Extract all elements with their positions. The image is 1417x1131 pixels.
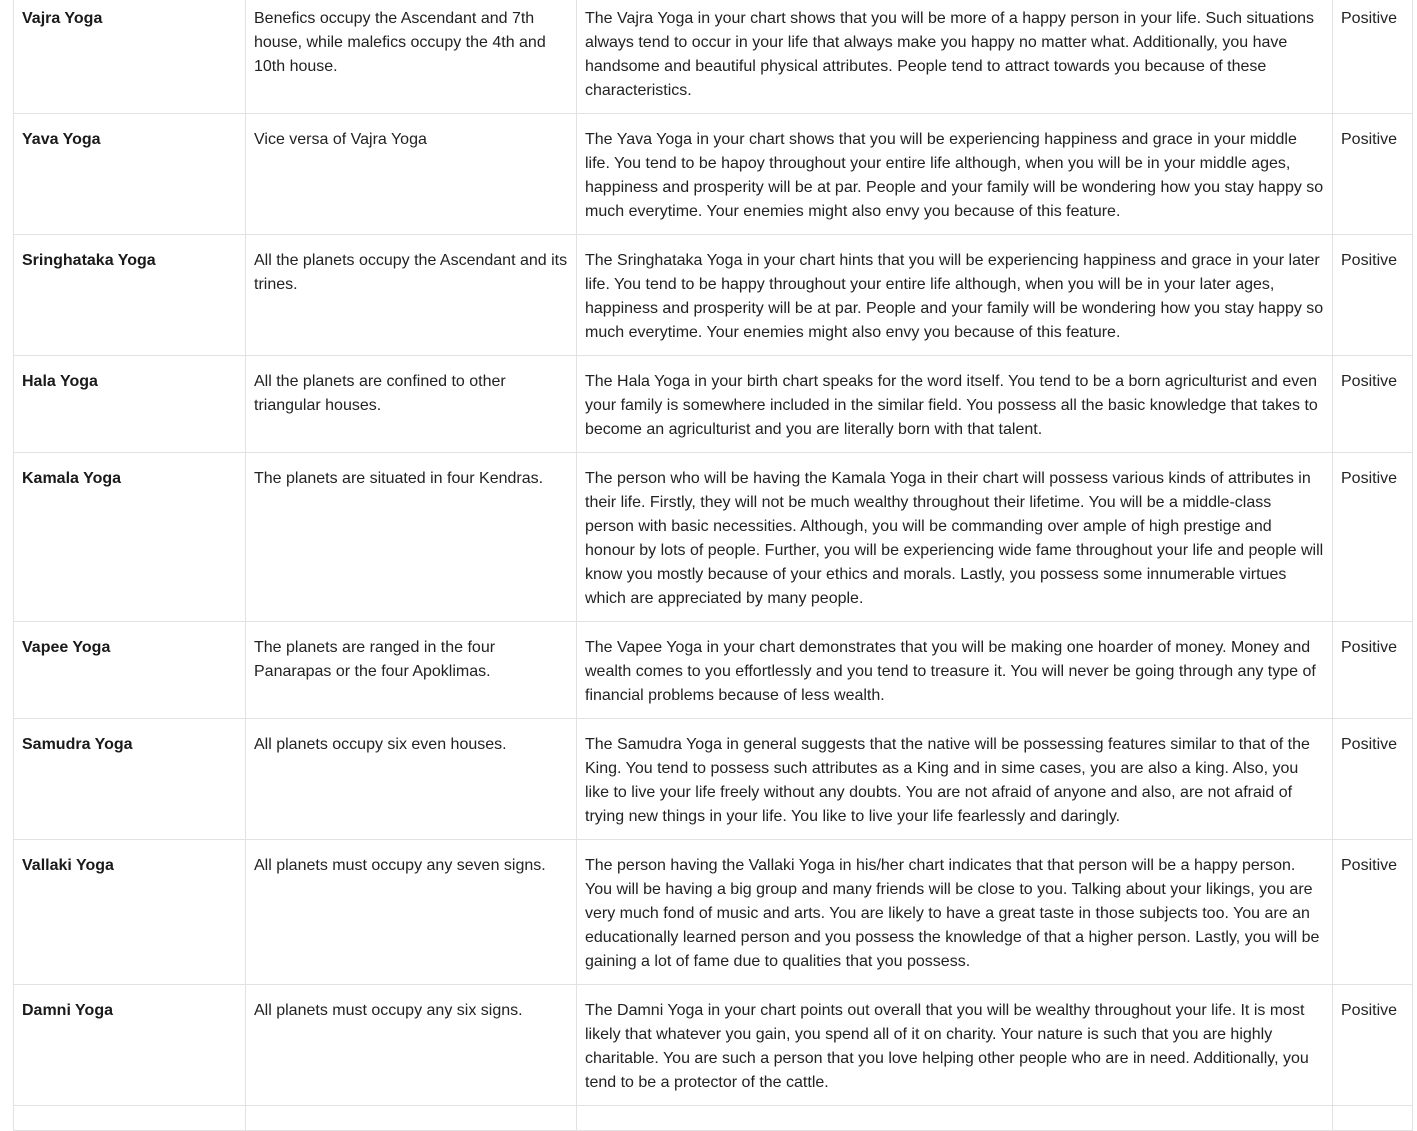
yoga-description-cell: The Samudra Yoga in general suggests that the native will be possessing features similar to that of the King. You tend to possess such attributes as a King and in sime cases, you are also a king. Also, you like to live your life freely without any doubts. You are not afraid of anyone and also, are not afraid of trying new things in your life. You like to live your life fearlessly and daringly.	[577, 719, 1333, 840]
yoga-description-cell: The Damni Yoga in your chart points out overall that you will be wealthy throughout your life. It is most likely that whatever you gain, you spend all of it on charity. Your nature is such that you are highly charitable. You are such a person that you love helping other people who are in need. Additionally, you tend to be a protector of the cattle.	[577, 985, 1333, 1106]
yoga-name-cell	[14, 1106, 246, 1131]
yoga-table-container	[13, 0, 1412, 1131]
yoga-condition-cell: All the planets occupy the Ascendant and its trines.	[246, 235, 577, 356]
yoga-name-cell: Vajra Yoga	[14, 0, 246, 114]
yoga-condition-cell: All planets occupy six even houses.	[246, 719, 577, 840]
yoga-description-cell: The Hala Yoga in your birth chart speaks for the word itself. You tend to be a born agriculturist and even your family is somewhere included in the similar field. You possess all the basic knowledge that takes to become an agriculturist and you are literally born with that talent.	[577, 356, 1333, 453]
yoga-description-cell: The person who will be having the Kamala Yoga in their chart will possess various kinds of attributes in their life. Firstly, they will not be much wealthy throughout their lifetime. You will be a middle-class person with basic necessities. Although, you will be commanding over ample of high prestige and honour by lots of people. Further, you will be experiencing wide fame throughout your life and people will know you mostly because of your ethics and morals. Lastly, you possess some innumerable virtues which are appreciated by many people.	[577, 453, 1333, 622]
yoga-description-cell: The Yava Yoga in your chart shows that you will be experiencing happiness and grace in your middle life. You tend to be hapoy throughout your entire life although, when you will be in your middle ages, happiness and prosperity will be at par. People and your family will be wondering how you stay happy so much everytime. Your enemies might also envy you because of this feature.	[577, 114, 1333, 235]
yoga-description-cell	[577, 1106, 1333, 1131]
yoga-name-cell: Kamala Yoga	[14, 453, 246, 622]
table-row	[14, 0, 1413, 114]
yoga-result-cell: Positive	[1333, 235, 1413, 356]
yoga-name-cell: Vallaki Yoga	[14, 840, 246, 985]
yoga-description-cell: The Vapee Yoga in your chart demonstrates that you will be making one hoarder of money. Money and wealth comes to you effortlessly and you tend to treasure it. You will never be going through any type of financial problems because of less wealth.	[577, 622, 1333, 719]
yoga-result-cell: Positive	[1333, 453, 1413, 622]
yoga-description-cell: The Vajra Yoga in your chart shows that you will be more of a happy person in your life. Such situations always tend to occur in your life that always make you happy no matter what. Additionally, you have handsome and beautiful physical attributes. People tend to attract towards you because of these characteristics.	[577, 0, 1333, 114]
yoga-condition-cell: The planets are ranged in the four Panarapas or the four Apoklimas.	[246, 622, 577, 719]
yoga-result-cell: Positive	[1333, 114, 1413, 235]
yoga-condition-cell: The planets are situated in four Kendras.	[246, 453, 577, 622]
yoga-name-cell: Vapee Yoga	[14, 622, 246, 719]
yoga-result-cell: Positive	[1333, 0, 1413, 114]
table-row	[14, 235, 1413, 356]
yoga-condition-cell: All planets must occupy any six signs.	[246, 985, 577, 1106]
yoga-name-cell: Sringhataka Yoga	[14, 235, 246, 356]
yoga-result-cell: Positive	[1333, 985, 1413, 1106]
yoga-description-cell: The person having the Vallaki Yoga in his/her chart indicates that that person will be a happy person. You will be having a big group and many friends will be close to you. Talking about your likings, you are very much fond of music and arts. You are likely to have a great taste in those subjects too. You are an educationally learned person and you possess the knowledge of that a higher person. Lastly, you will be gaining a lot of fame due to qualities that you possess.	[577, 840, 1333, 985]
yoga-description-cell: The Sringhataka Yoga in your chart hints that you will be experiencing happiness and grace in your later life. You tend to be happy throughout your entire life although, when you will be in your later ages, happiness and prosperity will be at par. People and your family will be wondering how you stay happy so much everytime. Your enemies might also envy you because of this feature.	[577, 235, 1333, 356]
yoga-result-cell: Positive	[1333, 719, 1413, 840]
table-row	[14, 840, 1413, 985]
yoga-condition-cell: Benefics occupy the Ascendant and 7th house, while malefics occupy the 4th and 10th house.	[246, 0, 577, 114]
yoga-condition-cell: All planets must occupy any seven signs.	[246, 840, 577, 985]
yoga-table	[13, 0, 1413, 1131]
yoga-condition-cell	[246, 1106, 577, 1131]
yoga-result-cell	[1333, 1106, 1413, 1131]
yoga-result-cell: Positive	[1333, 840, 1413, 985]
table-row	[14, 622, 1413, 719]
table-row	[14, 453, 1413, 622]
table-row	[14, 719, 1413, 840]
yoga-condition-cell: All the planets are confined to other triangular houses.	[246, 356, 577, 453]
table-row	[14, 1106, 1413, 1131]
yoga-result-cell: Positive	[1333, 622, 1413, 719]
yoga-name-cell: Damni Yoga	[14, 985, 246, 1106]
table-row	[14, 114, 1413, 235]
yoga-condition-cell: Vice versa of Vajra Yoga	[246, 114, 577, 235]
yoga-table-body	[14, 0, 1413, 1131]
yoga-name-cell: Hala Yoga	[14, 356, 246, 453]
yoga-name-cell: Samudra Yoga	[14, 719, 246, 840]
table-row	[14, 356, 1413, 453]
table-row	[14, 985, 1413, 1106]
yoga-result-cell: Positive	[1333, 356, 1413, 453]
yoga-name-cell: Yava Yoga	[14, 114, 246, 235]
